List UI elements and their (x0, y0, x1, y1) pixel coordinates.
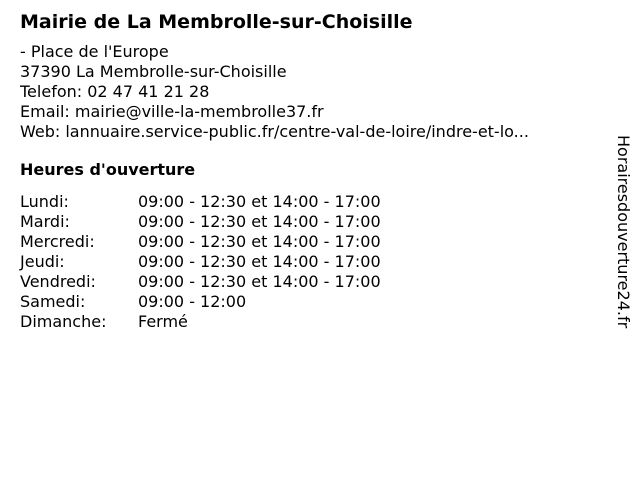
time-value: 09:00 - 12:30 et 14:00 - 17:00 (138, 232, 381, 251)
business-card (20, 10, 600, 332)
hours-row-tuesday (20, 212, 600, 232)
day-label: Vendredi: (20, 272, 96, 291)
phone-number[interactable]: Telefon: 02 47 41 21 28 (20, 82, 210, 101)
time-value: 09:00 - 12:30 et 14:00 - 17:00 (138, 192, 381, 211)
hours-row-thursday (20, 252, 600, 272)
hours-heading: Heures d'ouverture (20, 160, 196, 179)
hours-row-friday (20, 272, 600, 292)
time-value: 09:00 - 12:30 et 14:00 - 17:00 (138, 212, 381, 231)
page-title: Mairie de La Membrolle-sur-Choisille (20, 11, 413, 33)
city-address: 37390 La Membrolle-sur-Choisille (20, 62, 287, 81)
time-value: 09:00 - 12:30 et 14:00 - 17:00 (138, 272, 381, 291)
site-watermark (611, 135, 635, 375)
hours-row-monday (20, 192, 600, 212)
day-label: Dimanche: (20, 312, 107, 331)
opening-hours-table (20, 192, 600, 332)
address-block (20, 42, 600, 142)
hours-row-wednesday (20, 232, 600, 252)
day-label: Jeudi: (20, 252, 65, 271)
hours-row-sunday (20, 312, 600, 332)
time-value: Fermé (138, 312, 188, 331)
time-value: 09:00 - 12:30 et 14:00 - 17:00 (138, 252, 381, 271)
day-label: Mercredi: (20, 232, 95, 251)
day-label: Mardi: (20, 212, 70, 231)
website-link[interactable]: Web: lannuaire.service-public.fr/centre-val-de-loire/indre-et-lo... (20, 122, 529, 141)
hours-row-saturday (20, 292, 600, 312)
street-address: - Place de l'Europe (20, 42, 169, 61)
email-address[interactable]: Email: mairie@ville-la-membrolle37.fr (20, 102, 324, 121)
time-value: 09:00 - 12:00 (138, 292, 247, 311)
watermark-text: Horairesdouverture24.fr (614, 135, 633, 329)
day-label: Lundi: (20, 192, 69, 211)
day-label: Samedi: (20, 292, 86, 311)
